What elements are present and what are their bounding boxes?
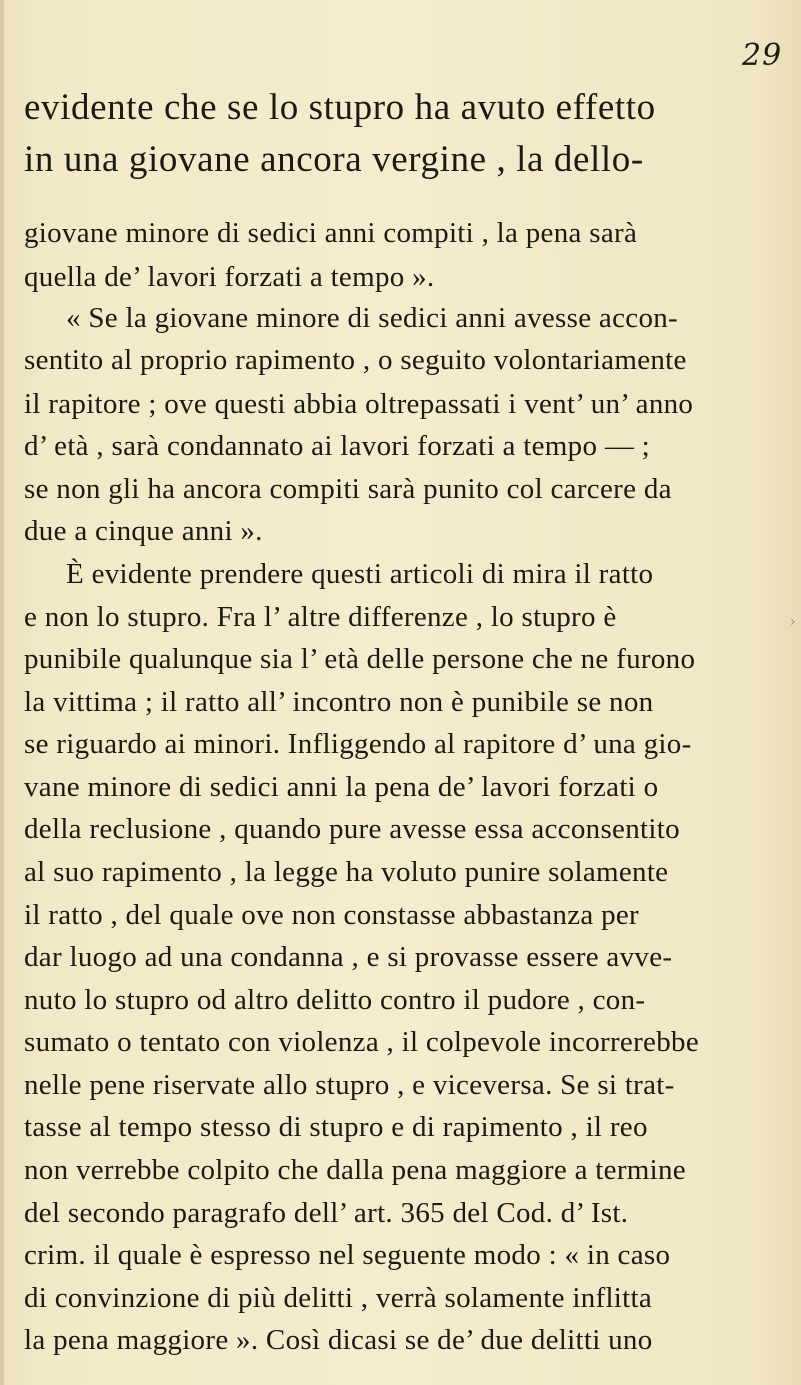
text-line: punibile qualunque sia l’ età delle persone che ne furono <box>24 643 696 675</box>
page-edge <box>0 0 4 1385</box>
text-line: giovane minore di sedici anni compiti , la pena sarà <box>24 217 638 249</box>
text-line: il ratto , del quale ove non constasse abbastanza per <box>24 899 640 931</box>
text-line: quella de’ lavori forzati a tempo ». <box>24 261 435 293</box>
text-line: e non lo stupro. Fra l’ altre differenze , lo stupro è <box>24 601 617 633</box>
text-line: crim. il quale è espresso nel seguente modo : « in caso <box>24 1239 671 1271</box>
text-line: tasse al tempo stesso di stupro e di rapimento , il reo <box>24 1111 648 1143</box>
text-line: la pena maggiore ». Così dicasi se de’ due delitti uno <box>24 1324 653 1356</box>
text-line: È evidente prendere questi articoli di mira il ratto <box>66 558 654 590</box>
text-line: sentito al proprio rapimento , o seguito volontariamente <box>24 344 687 376</box>
text-line: nelle pene riservate allo stupro , e viceversa. Se si trat- <box>24 1069 675 1101</box>
text-line: nuto lo stupro od altro delitto contro il pudore , con- <box>24 984 646 1016</box>
text-line: « Se la giovane minore di sedici anni avesse accon- <box>66 302 679 334</box>
text-line: in una giovane ancora vergine , la dello- <box>24 139 644 180</box>
text-line: evidente che se lo stupro ha avuto effetto <box>24 87 656 128</box>
text-line: di convinzione di più delitti , verrà solamente inflitta <box>24 1282 653 1314</box>
text-line: se riguardo ai minori. Infliggendo al rapitore d’ una gio- <box>24 728 692 760</box>
text-line: vane minore di sedici anni la pena de’ lavori forzati o <box>24 771 659 803</box>
text-line: d’ età , sarà condannato ai lavori forzati a tempo — ; <box>24 430 651 462</box>
page-number: 29 <box>742 38 783 73</box>
text-line: del secondo paragrafo dell’ art. 365 del Cod. d’ Ist. <box>24 1197 629 1229</box>
text-line: la vittima ; il ratto all’ incontro non è punibile se non <box>24 686 654 718</box>
text-line: se non gli ha ancora compiti sarà punito col carcere da <box>24 473 672 505</box>
text-line: della reclusione , quando pure avesse essa acconsentito <box>24 813 680 845</box>
text-line: dar luogo ad una condanna , e si provasse essere avve- <box>24 941 673 973</box>
margin-mark-icon: › <box>790 614 796 630</box>
text-line: al suo rapimento , la legge ha voluto punire solamente <box>24 856 669 888</box>
text-line: due a cinque anni ». <box>24 515 263 547</box>
text-line: sumato o tentato con violenza , il colpevole incorrerebbe <box>24 1026 699 1058</box>
text-line: non verrebbe colpito che dalla pena maggiore a termine <box>24 1154 686 1186</box>
text-line: il rapitore ; ove questi abbia oltrepassati i vent’ un’ anno <box>24 388 694 420</box>
